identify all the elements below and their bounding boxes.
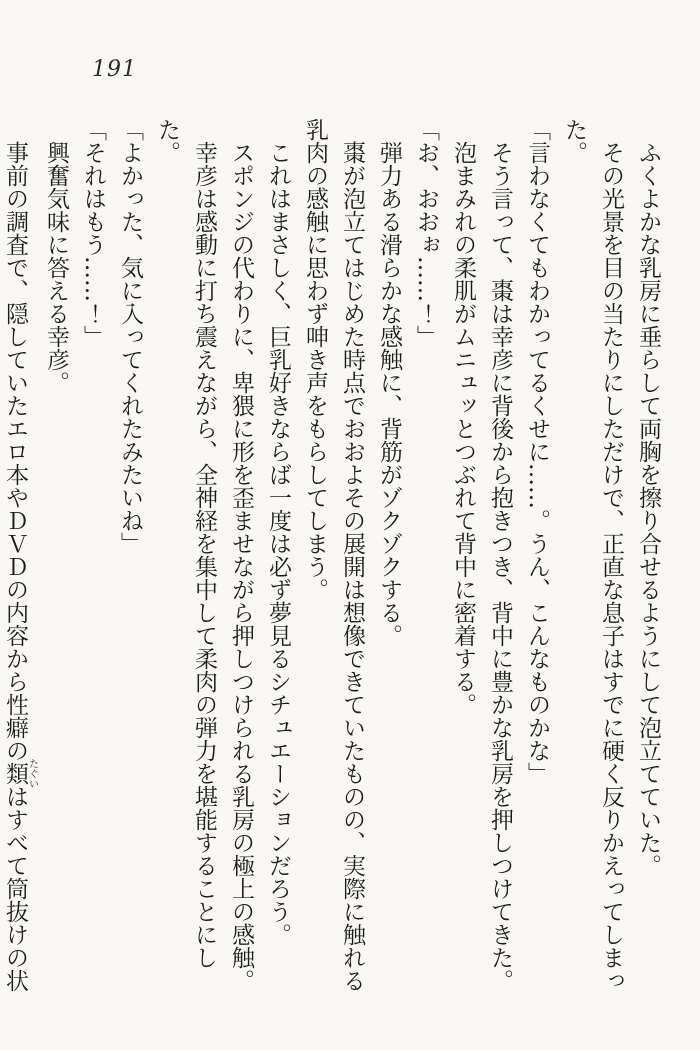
paragraph: ふくよかな乳房に垂らして両胸を擦り合せるようにして泡立てていた。: [635, 141, 661, 877]
paragraph: 「それはもう……！」: [80, 118, 106, 348]
paragraph: 幸彦は感動に打ち震えながら、全神経を集中して柔肉の弾力を堪能することにした。: [154, 118, 217, 969]
paragraph: 泡まみれの柔肌がムニュッとつぶれて背中に密着する。: [450, 141, 476, 716]
page-number: 191: [92, 57, 137, 82]
paragraph: 興奮気味に答える幸彦。: [43, 141, 69, 394]
paragraph: そう言って、棗は幸彦に背後から抱きつき、背中に豊かな乳房を押しつけてきた。: [487, 141, 513, 992]
paragraph: 「よかった、気に入ってくれたみたいね」: [117, 118, 143, 555]
paragraph: スポンジの代わりに、卑猥に形を歪ませながら押しつけられる乳房の極上の感触。: [228, 141, 254, 992]
paragraph: その光景を目の当たりにしただけで、正直な息子はすでに硬く反りかえってしまった。: [561, 118, 624, 992]
paragraph: 事前の調査で、隠していたエロ本やＤＶＤの内容から性癖の類たぐいはすべて筒抜けの状: [2, 141, 38, 992]
paragraph: 弾力ある滑らかな感触に、背筋がゾクゾクする。: [376, 141, 402, 647]
paragraph: 棗が泡立てはじめた時点でおおよその展開は想像できていたものの、実際に触れる乳肉の感触に思わず呻き声をもらしてしまう。: [302, 118, 365, 992]
text-block: [2, 118, 666, 994]
paragraph: 「言わなくてもわかってるくせに……。うん、こんなものかな」: [524, 118, 550, 785]
paragraph: 「お、おおぉ……！」: [413, 118, 439, 348]
paragraph: これはまさしく、巨乳好きならば一度は必ず夢見るシチュエーションだろう。: [265, 141, 291, 946]
ruby-annotation: 類たぐい: [2, 758, 38, 789]
